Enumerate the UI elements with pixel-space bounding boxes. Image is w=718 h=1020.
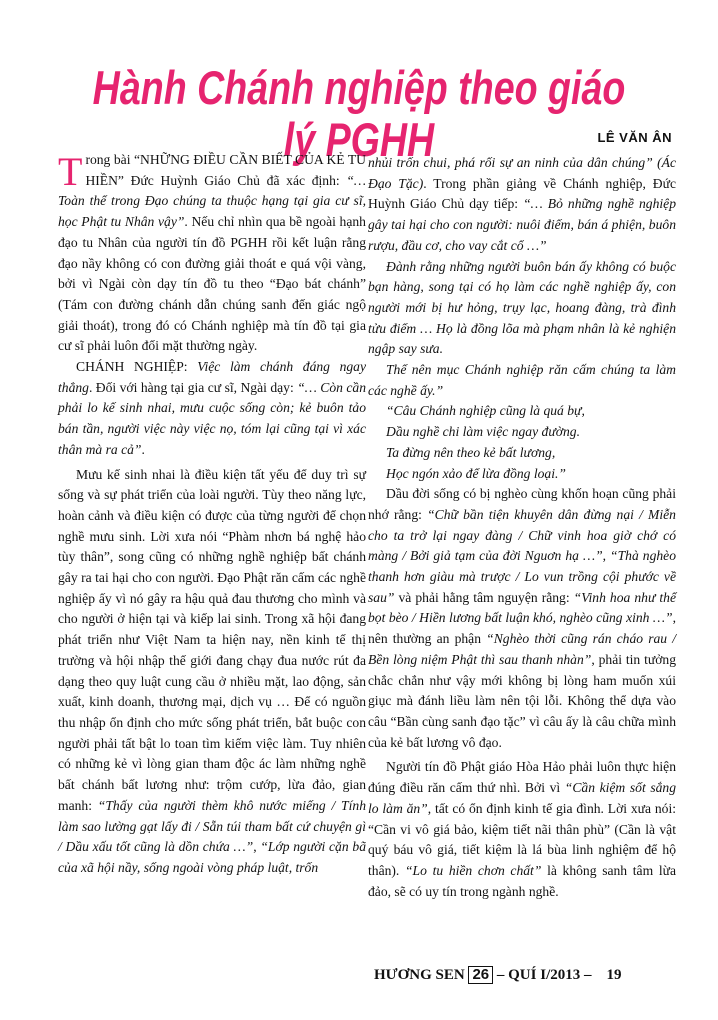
issue-number-box: 26 (468, 966, 493, 984)
text-run: , (253, 839, 261, 855)
quote-run: Đành rằng những người buôn bán ấy không có buộc bạn hàng, song tại có họ làm các nghề nghiệp ấy, con người mới bị hư hỏng, trụy lạc, hoang đàng, trà đình tửu điếm … Họ là đồng lõa mà phạm nhân là kẻ nghiện ngập say sưa. (368, 258, 676, 357)
quote-run: “… Còn cần phải lo kế sinh nhai, mưu cuộc sống còn; kẻ buôn tảo bán tần, người việc này việc nọ, tóm lại cũng tại vì xác thân mà ra cả” (58, 379, 366, 457)
issue-period: – QUÍ I/2013 – (496, 967, 592, 983)
quote-run: Việc làm chánh đáng ngay thẳng (58, 359, 366, 395)
quote-run: “Thấy của người thèm khô nước miếng / Tính làm sao lường gạt lấy đi / Sẵn túi tham bất cứ chuyện gì / Dầu xấu tốt cũng là dồn chứa …” (58, 797, 366, 855)
page-footer (374, 966, 674, 984)
quote-run: “… Toàn thể trong Đạo chúng ta thuộc hạng tại gia cư sĩ, học Phật tu Nhân vậy” (58, 172, 366, 230)
paragraph-continued (368, 153, 676, 257)
paragraph-livelihood (58, 465, 366, 879)
verse-line: “Câu Chánh nghiệp cũng là quá bự, (386, 403, 585, 419)
paragraph-definition (58, 357, 366, 461)
drop-cap: T (58, 149, 83, 194)
quote-run: “… Bỏ những nghề nghiệp gây tai hại cho con người: nuôi điếm, bán á phiện, buôn rượu, đầu cơ, cho vay cắt cổ …” (368, 196, 676, 253)
paragraph-prohibition (368, 360, 676, 401)
paragraph-intro (58, 150, 366, 357)
verse-line: Học ngón xảo để lừa đồng loại.” (386, 465, 566, 481)
verse-line: Ta đừng nên theo kẻ bất lương, (386, 444, 556, 460)
text-run: . Nếu chỉ nhìn qua bề ngoài hạnh đạo tu Nhân của người tín đồ PGHH rồi kết luận rằng đạo nầy không có con đường giải thoát e quá vội vàng, bởi vì Ngài còn dạy tín đồ tu theo “Đạo bát chánh” (Tám con đường chánh dẫn chúng sanh đến giác ngộ giải thoát), trong đó có Chánh nghiệp mà tín đồ tại gia cư sĩ phải luôn đối mặt thường ngày. (58, 214, 366, 354)
quote-run: Thế nên mục Chánh nghiệp răn cấm chúng ta làm các nghề ấy.” (368, 362, 676, 398)
text-run: CHÁNH NGHIỆP: (76, 359, 198, 375)
text-run: rong bài “NHỮNG ĐIỀU CẦN BIẾT CỦA KẺ TU HIỀN” Đức Huỳnh Giáo Chủ đã xác định: (85, 152, 366, 188)
article-title: Hành Chánh nghiệp theo giáo lý PGHH (92, 61, 626, 166)
verse-line: Dầu nghề chi làm việc ngay đường. (386, 424, 580, 440)
paragraph-merchants (368, 257, 676, 361)
magazine-name: HƯƠNG SEN (374, 967, 465, 983)
left-column (58, 150, 366, 879)
text-run: . Đối với hàng tại gia cư sĩ, Ngài dạy: (88, 379, 298, 395)
paragraph-diligence: Người tín đồ Phật giáo Hòa Hảo phải luôn thực hiện đúng điều răn cấm thứ nhì. Bởi vì “Cần kiệm sốt sắng lo làm ăn”, tất có ổn định kinh tế gia đình. Lời xưa nói: “Cần vi vô giá bảo, kiệm tiết nãi thân phù” (Cần là vật quý báu vô giá, tiết kiệm là lá bùa linh nghiệm để hộ thân). “Lo tu hiền chơn chất” là không sanh tâm lừa đảo, sẽ có uy tín trong ngành nghề. (368, 759, 677, 899)
article-author: LÊ VĂN ÂN (597, 130, 672, 145)
paragraph-poverty: Dầu đời sống có bị nghèo cùng khốn hoạn cũng phải nhớ rằng: “Chữ bần tiện khuyên dân đừng nại / Miễn cho ta trở lại ngay đàng / Chữ vinh hoa giờ chớ có màng / Bởi giả tạm của đời Nguơn hạ …”, “Thà nghèo thanh hơn giàu mà trược / Lo vun trồng cội phước về sau” và phải hằng tâm nguyện rằng: “Vinh hoa như thể bọt bèo / Hiền lương bất luận khó, nghèo cũng xinh …”, nên thường an phận “Nghèo thời cũng rán cháo rau / Bền lòng niệm Phật thì sau thanh nhàn”, phải tin tưởng chắc chắn như vậy mới không bị lòng ham muốn xúi giục mà đánh liều làm nên tội lỗi. Không thể dựa vào câu “Bần cùng sanh đạo tặc” vì câu ấy là câu chữa mình của kẻ bất lương vô đạo. (368, 486, 676, 750)
right-column (368, 153, 676, 902)
text-run: . Trong phần giảng về Chánh nghiệp, Đức Huỳnh Giáo Chủ dạy tiếp: (368, 175, 676, 212)
quote-run: “Lớp người cặn bã của xã hội nầy, sống ngoài vòng pháp luật, trốn (58, 839, 366, 875)
text-run: Mưu kế sinh nhai là điều kiện tất yếu để duy trì sự sống và sự phát triển của loài người. Tùy theo năng lực, hoàn cảnh và điều kiện có được của từng người để chọn nghề mưu sinh. Lời xưa nói “Phàm nhơn bá nghệ hảo tùy thân”, song cũng có những nghề nghiệp bất chánh gây ra tai hại cho con người. Đạo Phật răn cấm các nghề nghiệp ấy vì nó gây ra hậu quả đau thương cho mình và cho người ở hiện tại và kiếp lai sinh. Trong xã hội đang phát triển như Việt Nam ta hiện nay, nền kinh tế thị trường và hội nhập thế giới đang chạy đua nước rút đa dạng theo quy luật cung cầu ở nhiều mặt, lao động, sản xuất, kinh doanh, thương mại, dịch vụ … Để có nguồn thu nhập ổn định cho mức sống phát triển, bắt buộc con người phải tất bật lo toan tìm kiếm việc làm. Tuy nhiên có những kẻ vì lòng gian tham độc ác làm những nghề bất chánh bất lương như: trộm cướp, lừa đảo, gian manh: (58, 466, 366, 813)
page-number: 19 (606, 967, 622, 983)
quote-run: nhủi trốn chui, phá rối sự an ninh của dân chúng” (Ác Đạo Tặc) (368, 155, 676, 191)
text-run: . (141, 441, 145, 457)
